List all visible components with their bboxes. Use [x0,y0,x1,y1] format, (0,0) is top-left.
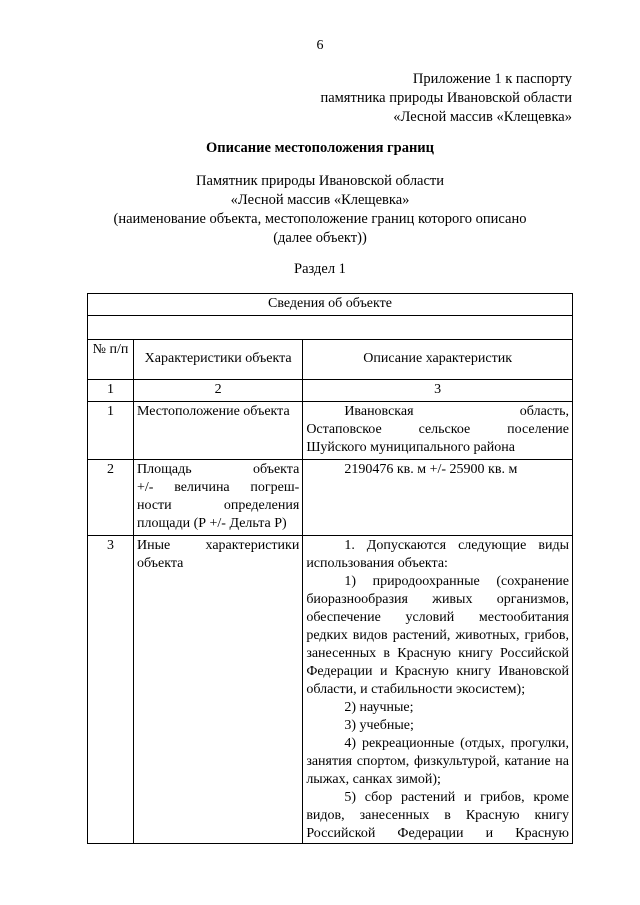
table-empty-cell [88,316,573,340]
char-line: площади (Р +/- Дельта Р) [136,516,287,531]
row-num: 3 [88,536,134,844]
section-title: Раздел 1 [294,261,346,277]
row-char [133,536,302,844]
desc-paragraph: 4) рекреационные (отдых, прогулки, занятия спортом, физкультурой, катание на лыжах, санках зимой); [306,736,569,787]
object-line: (наименование объекта, местоположение границ которого описано [113,211,527,227]
desc-paragraph: 3) учебные; [344,718,414,733]
desc-line: Остаповское сельское поселение [306,422,569,437]
table-title-row [88,294,573,316]
desc-line: Ивановская область, [344,404,569,419]
appendix-block [320,70,572,127]
page-number: 6 [316,38,324,53]
desc-paragraph: 5) сбор растений и грибов, кроме видов, занесенных в Красную книгу Российской Федерации и Красную [306,790,569,841]
desc-line: Шуйского муниципального района [306,440,515,455]
table-index-row [88,380,573,402]
row-desc: 2190476 кв. м +/- 25900 кв. м [303,460,573,536]
char-line: Площадь объекта [136,462,300,477]
object-line: (далее объект)) [273,230,367,246]
object-info-table [87,293,573,844]
header-char: Характеристики объекта [133,340,302,380]
char-line: Иные характеристики [136,538,300,553]
row-num: 1 [88,402,134,460]
appendix-line: Приложение 1 к паспорту [412,71,572,87]
index-cell: 3 [303,380,573,402]
index-cell: 1 [88,380,134,402]
object-line: «Лесной массив «Клещевка» [230,192,410,208]
row-desc [303,536,573,844]
header-desc: Описание характеристик [303,340,573,380]
table-header-row [88,340,573,380]
char-line: ности определения [136,498,300,513]
index-cell: 2 [133,380,302,402]
object-line: Памятник природы Ивановской области [195,173,445,189]
document-heading: Описание местоположения границ [205,140,435,156]
desc-paragraph: 2) научные; [344,700,414,715]
table-title: Сведения об объекте [88,294,573,316]
row-char: Местоположение объекта [133,402,302,460]
table-row [88,460,573,536]
object-block [0,172,640,248]
char-line: +/- величина погреш- [136,480,300,495]
char-line: объекта [136,556,184,571]
desc-paragraph: 1. Допускаются следующие виды использования объекта: [306,538,569,571]
table-row [88,536,573,844]
appendix-line: «Лесной массив «Клещевка» [393,109,572,125]
table-row [88,402,573,460]
desc-paragraph: 1) природоохранные (сохранение биоразнообразия живых организмов, обеспечение условий местообитания редких видов растений, животных, грибов, занесенных в Красную книгу Российской Федерации и Красную книгу Ивановской области, и стабильности экосистем); [306,574,569,697]
appendix-line: памятника природы Ивановской области [320,90,572,106]
row-desc [303,402,573,460]
row-char [133,460,302,536]
row-num: 2 [88,460,134,536]
header-num: № п/п [88,340,134,380]
table-empty-row [88,316,573,340]
